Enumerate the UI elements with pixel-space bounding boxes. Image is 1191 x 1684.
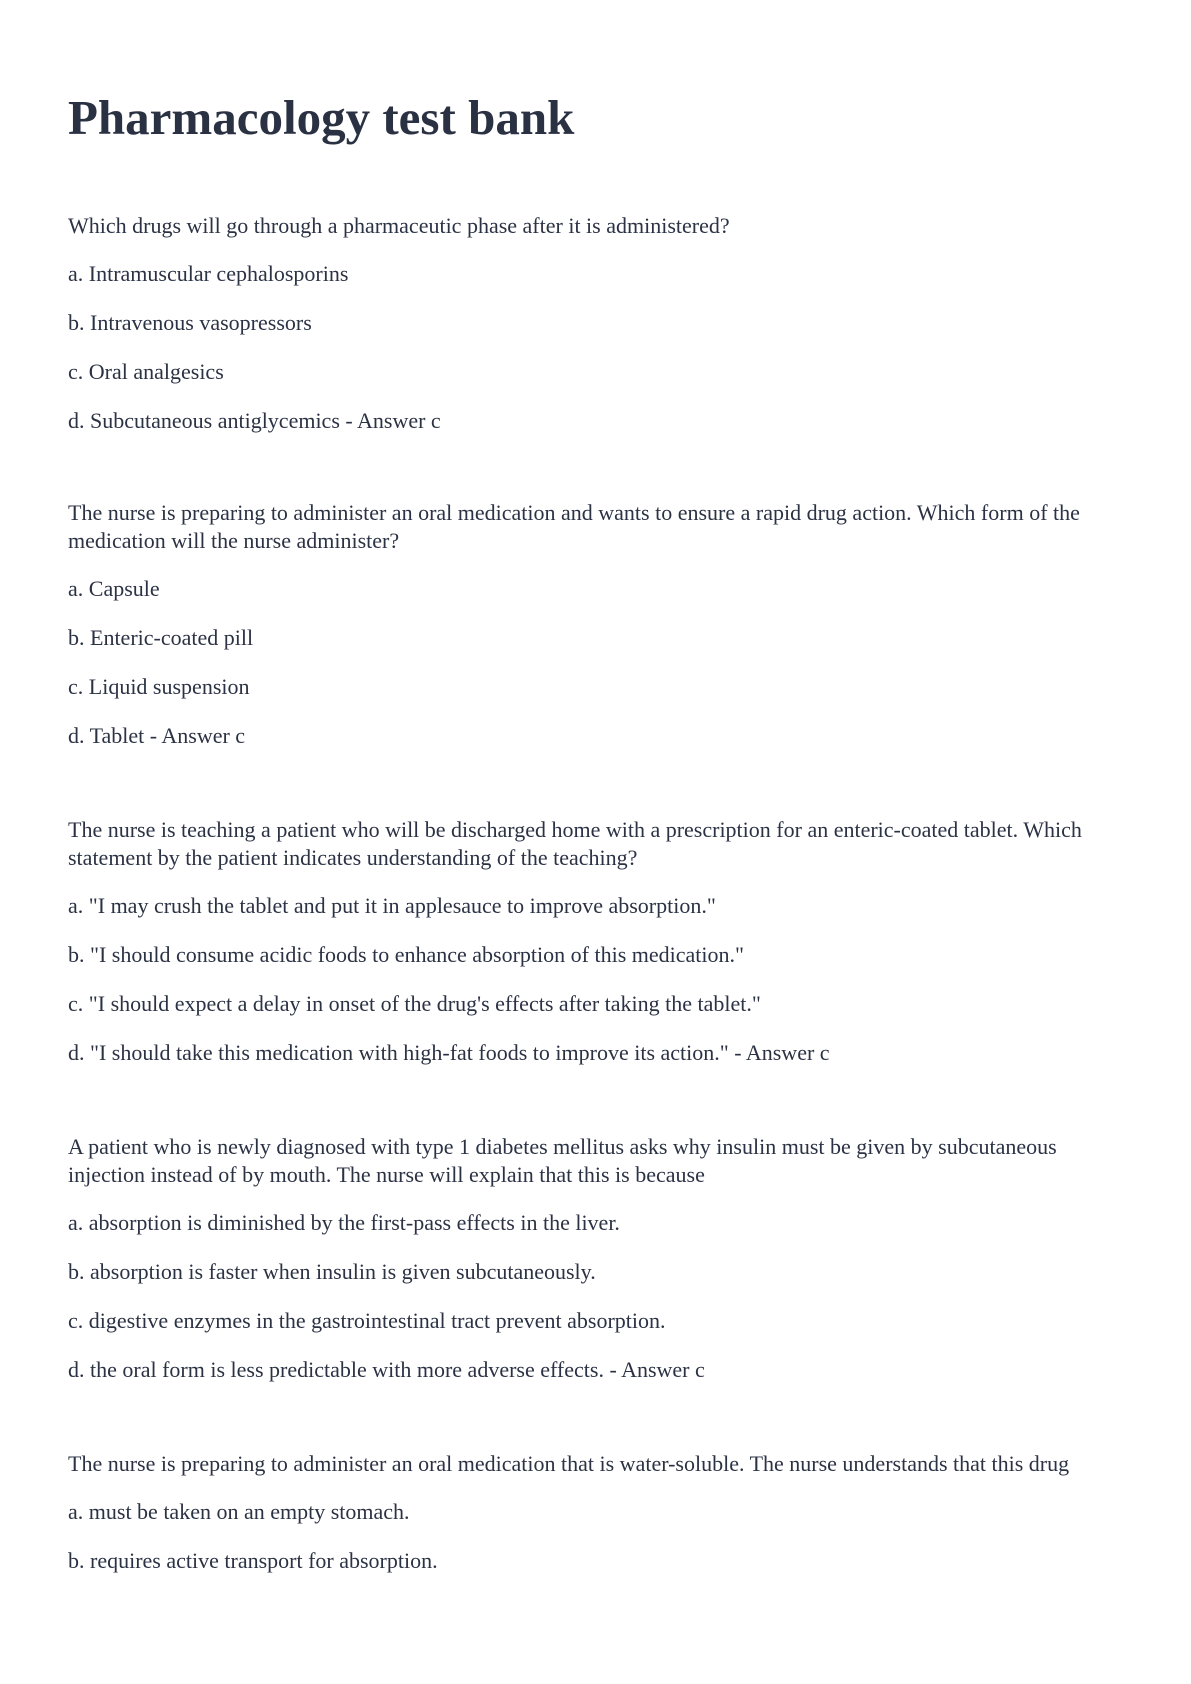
answer-option-a: a. absorption is diminished by the first-pass effects in the liver. (68, 1210, 620, 1235)
answer-option-a: a. must be taken on an empty stomach. (68, 1499, 410, 1524)
answer-option-d: d. the oral form is less predictable with more adverse effects. - Answer c (68, 1357, 705, 1382)
answer-option-c: c. "I should expect a delay in onset of the drug's effects after taking the tablet." (68, 991, 761, 1016)
answer-option-a: a. Intramuscular cephalosporins (68, 261, 349, 286)
answer-option-a: a. "I may crush the tablet and put it in applesauce to improve absorption." (68, 893, 716, 918)
question-2 (68, 499, 1128, 771)
question-stem: The nurse is preparing to administer an oral medication and wants to ensure a rapid drug action. Which form of the medication will the nurse administer? (68, 500, 1080, 553)
answer-option-b: b. "I should consume acidic foods to enhance absorption of this medication." (68, 942, 744, 967)
answer-option-c: c. Oral analgesics (68, 359, 224, 384)
answer-option-b: b. Enteric-coated pill (68, 625, 254, 650)
question-3 (68, 816, 1128, 1088)
page-title: Pharmacology test bank (68, 90, 575, 145)
answer-option-c: c. digestive enzymes in the gastrointestinal tract prevent absorption. (68, 1308, 666, 1333)
answer-option-d: d. "I should take this medication with high-fat foods to improve its action." - Answer c (68, 1040, 830, 1065)
question-5 (68, 1450, 1128, 1596)
question-4 (68, 1133, 1128, 1405)
answer-option-b: b. Intravenous vasopressors (68, 310, 312, 335)
question-stem: Which drugs will go through a pharmaceutic phase after it is administered? (68, 213, 730, 238)
answer-option-c: c. Liquid suspension (68, 674, 250, 699)
answer-option-d: d. Tablet - Answer c (68, 723, 246, 748)
question-stem: The nurse is preparing to administer an oral medication that is water-soluble. The nurse understands that this drug (68, 1451, 1070, 1476)
answer-option-b: b. absorption is faster when insulin is given subcutaneously. (68, 1259, 596, 1284)
answer-option-a: a. Capsule (68, 576, 160, 601)
question-stem: A patient who is newly diagnosed with type 1 diabetes mellitus asks why insulin must be given by subcutaneous injection instead of by mouth. The nurse will explain that this is because (68, 1134, 1057, 1187)
answer-option-b: b. requires active transport for absorption. (68, 1548, 438, 1573)
answer-option-d: d. Subcutaneous antiglycemics - Answer c (68, 408, 441, 433)
question-1 (68, 212, 1128, 456)
question-stem: The nurse is teaching a patient who will be discharged home with a prescription for an enteric-coated tablet. Which statement by the patient indicates understanding of the teaching? (68, 817, 1082, 870)
